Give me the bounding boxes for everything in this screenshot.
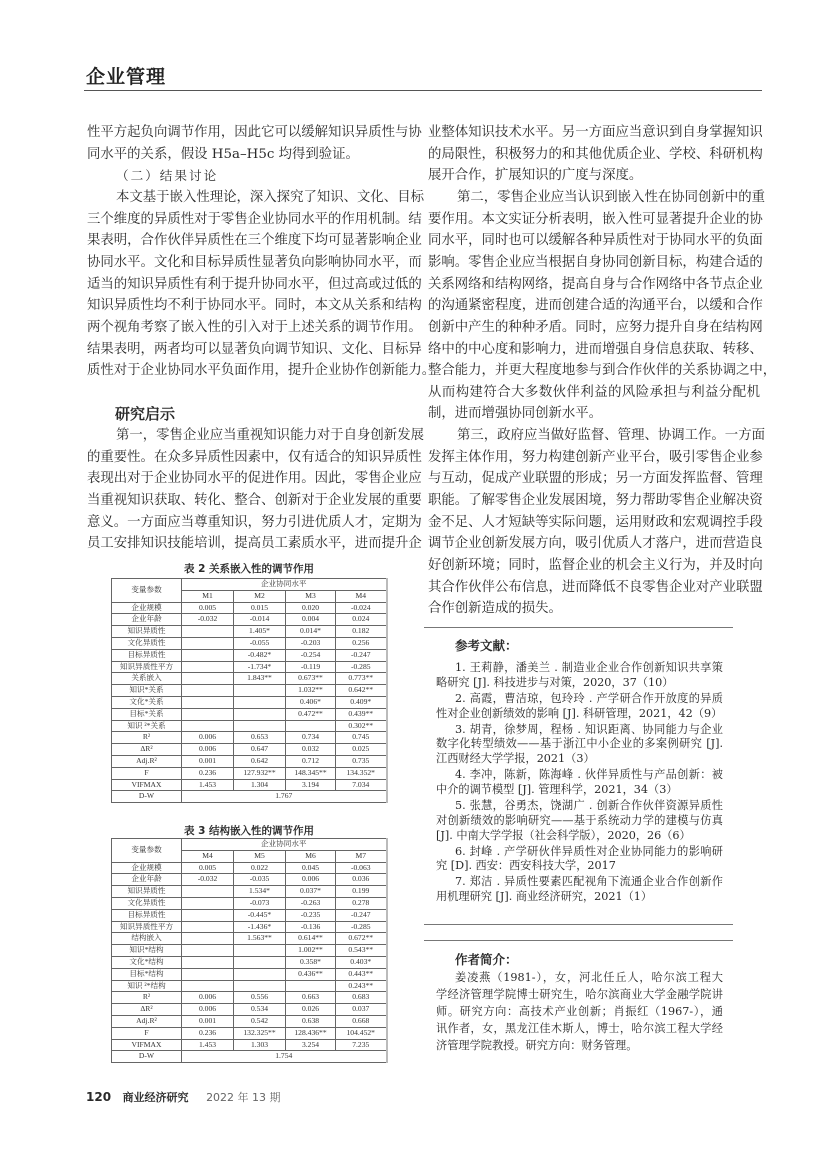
reference-line: 7. 郑洁 . 异质性要素匹配视角下流通企业合作创新作: [455, 875, 723, 889]
table-cell: 0.006: [182, 744, 234, 756]
table-cell: 132.325**: [234, 1027, 286, 1039]
reference-line: 究 [D]. 西安：西安科技大学，2017: [436, 859, 616, 873]
table-row: [112, 886, 387, 898]
table-row: [112, 1004, 387, 1016]
table-cell: [234, 980, 286, 992]
row-label: 文化*结构: [112, 956, 182, 968]
paragraph-line: 第三，政府应当做好监督、管理、协调工作。一方面: [457, 428, 765, 444]
table-cell: 0.182: [336, 626, 387, 638]
table-cell: -0.024: [336, 602, 387, 614]
model-header: M7: [336, 850, 387, 862]
table-row: [112, 779, 387, 791]
reference-line: 数字化转型绩效——基于浙江中小企业的多案例研究 [J].: [436, 737, 723, 751]
table-row: [112, 933, 387, 945]
table-row: [112, 661, 387, 673]
table-row: [112, 862, 387, 874]
paragraph-line: 协同水平。文化和目标异质性显著负向影响协同水平，而: [87, 254, 422, 270]
table-cell: 0.358*: [286, 956, 336, 968]
table-cell: -0.032: [182, 874, 234, 886]
row-label: 知识异质性平方: [112, 921, 182, 933]
table-cell: 0.614**: [286, 933, 336, 945]
table-row: [112, 968, 387, 980]
table-cell: -0.063: [336, 862, 387, 874]
row-label: 企业规模: [112, 602, 182, 614]
table-cell: 0.020: [286, 602, 336, 614]
paragraph-line: 好创新环境；同时，监督企业的机会主义行为，并及时向: [428, 558, 763, 573]
reference-line: 5. 张慧，谷勇杰，饶湖广 . 创新合作伙伴资源异质性: [455, 799, 723, 812]
table-title: 表 3 结构嵌入性的调节作用: [183, 825, 315, 837]
table-cell: 0.006: [182, 1004, 234, 1016]
table-cell: 0.022: [234, 862, 286, 874]
table-cell: 0.006: [182, 992, 234, 1004]
table-cell: 0.004: [286, 614, 336, 626]
table-row: [112, 602, 387, 614]
table-cell: 0.439**: [336, 708, 387, 720]
table-cell: 0.199: [336, 886, 387, 898]
table-cell: -0.014: [234, 614, 286, 626]
row-label: 目标异质性: [112, 909, 182, 921]
reference-line: 1. 王莉静，潘美兰 . 制造业企业合作创新知识共享策: [455, 661, 723, 674]
table-cell: 0.642: [234, 755, 286, 767]
paragraph-line: 意义。一方面应当尊重知识，努力引进优质人才，定期为: [87, 514, 422, 530]
paragraph-line: 与互动，促成产业联盟的形成；另一方面发挥监督、管理: [428, 471, 763, 487]
table-row: [112, 791, 387, 803]
reference-line: 性对企业创新绩效的影响 [J]. 科研管理，2021，42（9）: [436, 706, 723, 720]
paragraph-line: 果表明，合作伙伴异质性在三个维度下均可显著影响企业: [87, 233, 422, 249]
table-row: [112, 696, 387, 708]
paragraph-line: 结果表明，两者均可以显著负向调节知识、文化、目标异: [87, 341, 422, 357]
row-label: 目标*关系: [112, 708, 182, 720]
table-cell: 0.001: [182, 1015, 234, 1027]
table-row: [112, 673, 387, 685]
model-header: M3: [286, 590, 336, 602]
table-corner-cell: 变量参数: [112, 839, 182, 863]
table-cell: 0.672**: [336, 933, 387, 945]
table-cell: -0.247: [336, 649, 387, 661]
paragraph-line: 职能。了解零售企业发展困境，努力帮助零售企业解决资: [428, 493, 763, 509]
table-cell: [182, 897, 234, 909]
table-cell: 0.647: [234, 744, 286, 756]
table-cell: 0.006: [286, 874, 336, 886]
reference-line: 中介的调节模型 [J]. 管理科学，2021，34（3）: [436, 783, 678, 796]
table-cell: 0.236: [182, 767, 234, 779]
table-cell: 0.403*: [336, 956, 387, 968]
reference-line: 对创新绩效的影响研究——基于系统动力学的建模与仿真: [436, 813, 723, 827]
table-cell: 0.256: [336, 637, 387, 649]
table-cell: [234, 968, 286, 980]
paragraph-line: 同水平的关系，假设 H5a–H5c 均得到验证。: [87, 146, 359, 162]
table-cell: 0.032: [286, 744, 336, 756]
table-row: [112, 720, 387, 732]
paragraph-line: 的沟通紧密程度，进而创建合适的沟通平台，以缓和合作: [428, 298, 763, 314]
table-cell: 0.005: [182, 602, 234, 614]
model-header: M4: [182, 850, 234, 862]
table-cell: 0.005: [182, 862, 234, 874]
row-label: 知识*关系: [112, 685, 182, 697]
table-cell: [182, 921, 234, 933]
table-cell: 0.534: [234, 1004, 286, 1016]
table-row: [112, 909, 387, 921]
author-bio-heading: 作者简介：: [455, 952, 518, 967]
row-label: 知识异质性: [112, 886, 182, 898]
table-cell: -0.254: [286, 649, 336, 661]
table-cell: [182, 968, 234, 980]
reference-line: 2. 高霞，曹洁琼，包玲玲 . 产学研合作开放度的异质: [455, 691, 723, 705]
references-top-rule: [424, 627, 733, 628]
table-cell: 0.673**: [286, 673, 336, 685]
row-label: D-W: [112, 791, 182, 803]
bio-line: 学经济管理学院博士研究生，哈尔滨商业大学金融学院讲: [436, 987, 723, 1001]
header-rule: [84, 90, 762, 91]
table-row: [112, 1015, 387, 1027]
data-table: [111, 838, 388, 1063]
paragraph-line: 同水平，同时也可以缓解各种异质性对于协同水平的负面: [428, 233, 763, 249]
paragraph-line: 的局限性，积极努力的和其他优质企业、学校、科研机构: [428, 146, 763, 162]
row-label: R²: [112, 992, 182, 1004]
paragraph-line: 从而构建符合大多数伙伴利益的风险承担与利益分配机: [428, 384, 760, 400]
table-cell: [234, 708, 286, 720]
table-cell: [182, 696, 234, 708]
table-cell: 0.734: [286, 732, 336, 744]
row-label: D-W: [112, 1051, 182, 1063]
table-cell: -0.285: [336, 661, 387, 673]
paragraph-line: 创新中产生的种种矛盾。同时，应努力提升自身在结构网: [428, 319, 763, 335]
table-cell: [182, 637, 234, 649]
table-cell: 0.036: [336, 874, 387, 886]
table-cell: 3.194: [286, 779, 336, 791]
table-cell: [182, 661, 234, 673]
table-cell: 0.638: [286, 1015, 336, 1027]
table-cell: 0.236: [182, 1027, 234, 1039]
table-cell: -0.247: [336, 909, 387, 921]
row-label: 企业规模: [112, 862, 182, 874]
paragraph-line: 知识异质性均不利于协同水平。同时，本文从关系和结构: [87, 298, 422, 314]
table-cell: -0.482*: [234, 649, 286, 661]
table-cell: 1.304: [234, 779, 286, 791]
row-label: VIFMAX: [112, 1039, 182, 1051]
paragraph-line: 要作用。本文实证分析表明，嵌入性可显著提升企业的协: [428, 211, 763, 227]
paragraph-line: 性平方起负向调节作用，因此它可以缓解知识异质性与协: [87, 125, 422, 140]
paragraph-line: 质性对于企业协同水平负面作用，提升企业协作创新能力。: [87, 363, 436, 379]
table-cell: 0.735: [336, 755, 387, 767]
model-header: M5: [234, 850, 286, 862]
table-row: [112, 1027, 387, 1039]
row-label: 企业年龄: [112, 874, 182, 886]
row-label: 目标异质性: [112, 649, 182, 661]
table-cell: -0.119: [286, 661, 336, 673]
row-label: R²: [112, 732, 182, 744]
row-label: 文化异质性: [112, 897, 182, 909]
table-row: [112, 626, 387, 638]
table-cell: 0.556: [234, 992, 286, 1004]
paragraph-line: 业整体知识技术水平。另一方面应当意识到自身掌握知识: [428, 125, 763, 140]
table-cell: 0.668: [336, 1015, 387, 1027]
row-label: F: [112, 1027, 182, 1039]
row-label: 知识异质性: [112, 626, 182, 638]
divider-rule: [424, 940, 733, 941]
table-cell: 1.754: [182, 1051, 387, 1063]
row-label: F: [112, 767, 182, 779]
table-title: 表 2 关系嵌入性的调节作用: [183, 563, 315, 575]
table-cell: 1.767: [182, 791, 387, 803]
table-cell: [286, 980, 336, 992]
table-cell: 148.345**: [286, 767, 336, 779]
table-cell: [182, 708, 234, 720]
table-cell: -0.203: [286, 637, 336, 649]
paragraph-line: 本文基于嵌入性理论，深入探究了知识、文化、目标: [116, 189, 424, 205]
table-row: [112, 874, 387, 886]
table-cell: 0.278: [336, 897, 387, 909]
row-label: 知识 ²*结构: [112, 980, 182, 992]
table-cell: 104.452*: [336, 1027, 387, 1039]
table-cell: 1.534*: [234, 886, 286, 898]
row-label: 知识*结构: [112, 945, 182, 957]
table-cell: -0.032: [182, 614, 234, 626]
paragraph-line: 表现出对于企业协同水平的促进作用。因此，零售企业应: [87, 471, 422, 487]
paragraph-line: 关系网络和结构网络，提高自身与合作网络中各节点企业: [428, 276, 763, 292]
table-cell: [182, 626, 234, 638]
bio-line: 姜凌燕（1981-），女，河北任丘人，哈尔滨工程大: [455, 971, 723, 984]
table-cell: 0.542: [234, 1015, 286, 1027]
table-cell: [234, 945, 286, 957]
reference-line: [J]. 中南大学学报（社会科学版），2020，26（6）: [436, 828, 691, 842]
table-cell: 0.243**: [336, 980, 387, 992]
table-cell: 7.235: [336, 1039, 387, 1051]
paragraph-line: 影响。零售企业应当根据自身协同创新目标，构建合适的: [428, 254, 763, 270]
table-cell: 0.037: [336, 1004, 387, 1016]
table-cell: 0.443**: [336, 968, 387, 980]
paragraph-line: 发挥主体作用，努力构建创新产业平台，吸引零售企业参: [428, 449, 763, 465]
table-row: [112, 945, 387, 957]
paragraph-line: 合作创新造成的损失。: [428, 601, 562, 617]
bio-line: 师。研究方向：高技术产业创新；肖振红（1967-），通: [436, 1004, 723, 1018]
table-row: [112, 685, 387, 697]
table-cell: -0.035: [234, 874, 286, 886]
section-heading: 研究启示: [115, 405, 176, 424]
table-cell: [286, 720, 336, 732]
model-header: M6: [286, 850, 336, 862]
table-cell: [182, 945, 234, 957]
row-label: Adj.R²: [112, 755, 182, 767]
row-label: ΔR²: [112, 1004, 182, 1016]
reference-line: 略研究 [J]. 科技进步与对策，2020，37（10）: [436, 675, 674, 689]
model-header: M4: [336, 590, 387, 602]
table-cell: [182, 956, 234, 968]
table-header-row: [112, 579, 387, 591]
paragraph-line: 展开合作，扩展知识的广度与深度。: [428, 168, 643, 184]
row-label: 关系嵌入: [112, 673, 182, 685]
row-label: 企业年龄: [112, 614, 182, 626]
paragraph-line: 两个视角考察了嵌入性的引入对于上述关系的调节作用。: [87, 319, 422, 335]
reference-line: 6. 封峰 . 产学研伙伴异质性对企业协同能力的影响研: [455, 844, 723, 858]
table-row: [112, 744, 387, 756]
row-label: 知识 ²*关系: [112, 720, 182, 732]
table-cell: [182, 720, 234, 732]
table-cell: 0.406*: [286, 696, 336, 708]
paragraph-line: 三个维度的异质性对于零售企业协同水平的作用机制。结: [87, 211, 422, 227]
table-row: [112, 921, 387, 933]
bio-line: 讯作者，女，黑龙江佳木斯人，博士，哈尔滨工程大学经: [436, 1021, 723, 1035]
row-label: 文化异质性: [112, 637, 182, 649]
journal-name: 商业经济研究: [122, 1091, 189, 1104]
table-row: [112, 755, 387, 767]
table-cell: -1.734*: [234, 661, 286, 673]
table-group-header: 企业协同水平: [182, 839, 387, 851]
table-row: [112, 980, 387, 992]
table-cell: 0.302**: [336, 720, 387, 732]
table-cell: 0.409*: [336, 696, 387, 708]
table-cell: 1.002**: [286, 945, 336, 957]
page-number: 120: [86, 1090, 112, 1104]
table-cell: 0.472**: [286, 708, 336, 720]
row-label: VIFMAX: [112, 779, 182, 791]
table-cell: 0.037*: [286, 886, 336, 898]
table-cell: -0.445*: [234, 909, 286, 921]
table-group-header: 企业协同水平: [182, 579, 387, 591]
row-label: ΔR²: [112, 744, 182, 756]
table-row: [112, 708, 387, 720]
table-row: [112, 992, 387, 1004]
table-cell: [234, 956, 286, 968]
reference-line: 3. 胡青，徐梦周，程杨 . 知识距离、协同能力与企业: [455, 722, 723, 736]
paragraph-line: 第一，零售企业应当重视知识能力对于自身创新发展: [116, 428, 424, 444]
paragraph-line: 整合能力，并更大程度地参与到合作伙伴的关系协调之中，: [428, 363, 777, 379]
table-cell: 0.001: [182, 755, 234, 767]
table-cell: 3.254: [286, 1039, 336, 1051]
table-cell: -0.285: [336, 921, 387, 933]
row-label: 文化*关系: [112, 696, 182, 708]
paragraph-line: 调节企业创新发展方向，吸引优质人才落户，进而营造良: [428, 536, 763, 552]
table-cell: 0.663: [286, 992, 336, 1004]
table-cell: [182, 886, 234, 898]
table-cell: -0.073: [234, 897, 286, 909]
table-cell: 0.014*: [286, 626, 336, 638]
reference-line: 用机理研究 [J]. 商业经济研究，2021（1）: [436, 890, 653, 904]
table-cell: 0.543**: [336, 945, 387, 957]
table-cell: 1.453: [182, 779, 234, 791]
table-cell: 0.436**: [286, 968, 336, 980]
table-cell: 1.032**: [286, 685, 336, 697]
table-row: [112, 649, 387, 661]
issue-label: 2022 年 13 期: [206, 1091, 281, 1104]
paragraph-line: 的重要性。在众多异质性因素中，仅有适合的知识异质性: [87, 449, 422, 465]
table-cell: 0.006: [182, 732, 234, 744]
data-table: [111, 578, 388, 803]
table-cell: 0.015: [234, 602, 286, 614]
divider-rule: [424, 924, 733, 925]
table-row: [112, 897, 387, 909]
references-heading: 参考文献：: [455, 638, 518, 653]
table-row: [112, 614, 387, 626]
table-cell: -1.436*: [234, 921, 286, 933]
table-row: [112, 637, 387, 649]
table-cell: 0.026: [286, 1004, 336, 1016]
paragraph-line: 第二，零售企业应当认识到嵌入性在协同创新中的重: [457, 189, 765, 205]
table-cell: [182, 933, 234, 945]
table-row: [112, 732, 387, 744]
table-cell: [182, 909, 234, 921]
row-label: 知识异质性平方: [112, 661, 182, 673]
paragraph-line: 员工安排知识技能培训，提高员工素质水平，进而提升企: [87, 536, 422, 552]
table-cell: 0.025: [336, 744, 387, 756]
table-cell: 134.352*: [336, 767, 387, 779]
table-cell: 0.653: [234, 732, 286, 744]
table-cell: -0.136: [286, 921, 336, 933]
table-row: [112, 767, 387, 779]
table-cell: 0.773**: [336, 673, 387, 685]
table-row: [112, 956, 387, 968]
bio-line: 济管理学院教授。研究方向：财务管理。: [436, 1038, 638, 1052]
table-cell: 0.683: [336, 992, 387, 1004]
table-cell: 1.843**: [234, 673, 286, 685]
table-cell: 7.034: [336, 779, 387, 791]
table-cell: -0.263: [286, 897, 336, 909]
row-label: Adj.R²: [112, 1015, 182, 1027]
table-cell: 1.303: [234, 1039, 286, 1051]
table-cell: 127.932**: [234, 767, 286, 779]
table-cell: [234, 685, 286, 697]
table-cell: 1.453: [182, 1039, 234, 1051]
table-cell: [234, 720, 286, 732]
table-cell: 1.563**: [234, 933, 286, 945]
reference-line: 4. 李冲，陈新，陈海峰 . 伙伴异质性与产品创新：被: [455, 768, 723, 782]
table-cell: -0.055: [234, 637, 286, 649]
table-cell: [182, 980, 234, 992]
reference-line: 江西财经大学学报，2021（3）: [436, 752, 595, 766]
subsection-heading: （二）结果讨论: [116, 168, 219, 184]
table-cell: 0.045: [286, 862, 336, 874]
table-cell: [182, 649, 234, 661]
row-label: 结构嵌入: [112, 933, 182, 945]
model-header: M2: [234, 590, 286, 602]
page-footer: [86, 1089, 281, 1105]
paragraph-line: 络中的中心度和影响力，进而增强自身信息获取、转移、: [428, 341, 763, 357]
table-cell: 1.405*: [234, 626, 286, 638]
table-cell: 0.712: [286, 755, 336, 767]
table-row: [112, 1039, 387, 1051]
paragraph-line: 制，进而增强协同创新水平。: [428, 406, 603, 422]
paragraph-line: 当重视知识获取、转化、整合、创新对于企业发展的重要: [87, 493, 422, 509]
table-cell: [182, 673, 234, 685]
table-cell: [182, 685, 234, 697]
paragraph-line: 适当的知识异质性有利于提升协同水平，但过高或过低的: [87, 276, 422, 292]
model-header: M1: [182, 590, 234, 602]
table-header-row: [112, 839, 387, 851]
table-cell: [234, 696, 286, 708]
paragraph-line: 金不足、人才短缺等实际问题，运用财政和宏观调控手段: [428, 514, 763, 530]
table-cell: 0.024: [336, 614, 387, 626]
row-label: 目标*结构: [112, 968, 182, 980]
section-title: 企业管理: [86, 66, 167, 88]
table-corner-cell: 变量参数: [112, 579, 182, 603]
table-cell: 0.745: [336, 732, 387, 744]
table-cell: 128.436**: [286, 1027, 336, 1039]
table-row: [112, 1051, 387, 1063]
table-cell: -0.235: [286, 909, 336, 921]
table-cell: 0.642**: [336, 685, 387, 697]
paragraph-line: 其合作伙伴公布信息，进而降低不良零售企业对产业联盟: [428, 579, 763, 595]
